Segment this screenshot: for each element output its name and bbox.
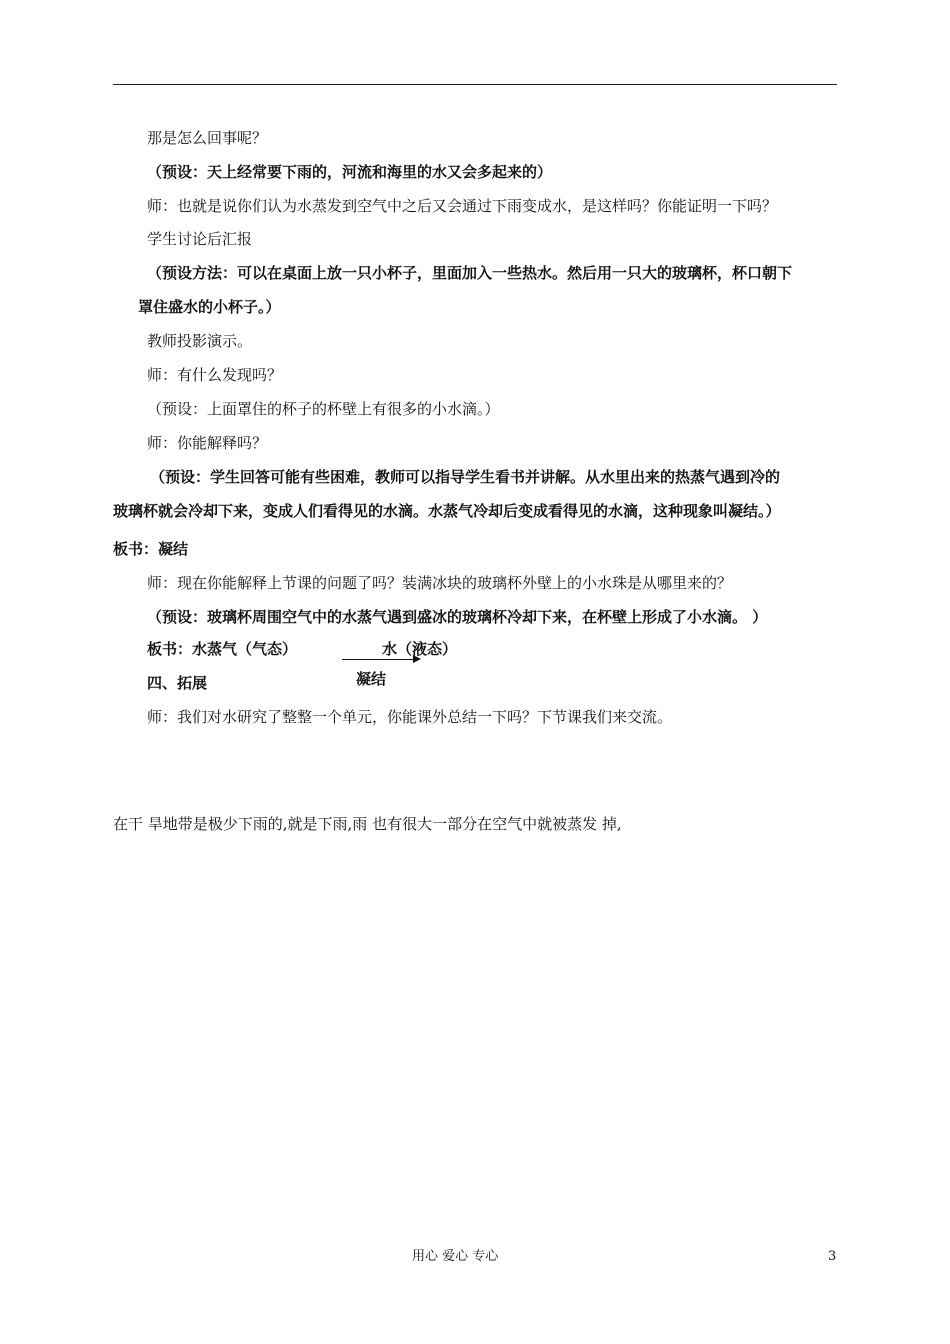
preset-line: （预设：学生回答可能有些困难，教师可以指导学生看书并讲解。从水里出来的热蒸气遇到冷的 <box>150 468 781 486</box>
preset-line: （预设：天上经常要下雨的，河流和海里的水又会多起来的） <box>147 163 553 181</box>
preset-method-line: （预设方法：可以在桌面上放一只小杯子，里面加入一些热水。然后用一只大的玻璃杯，杯口朝下 <box>147 264 793 282</box>
teacher-line: 师：我们对水研究了整整一个单元，你能课外总结一下吗？下节课我们来交流。 <box>147 708 673 726</box>
blackboard-line: 板书：凝结 <box>113 540 189 558</box>
condensation-label: 凝结 <box>356 670 387 688</box>
preset-line-cont: 玻璃杯就会冷却下来，变成人们看得见的水滴。水蒸气冷却后变成看得见的水滴，这种现象叫凝结。） <box>113 502 781 520</box>
blackboard-vapor-label: 板书：水蒸气（气态） <box>147 640 298 658</box>
teacher-line: 师：也就是说你们认为水蒸发到空气中之后又会通过下雨变成水，是这样吗？你能证明一下吗？ <box>147 197 778 215</box>
blackboard-water-label: 水（液态） <box>382 640 458 658</box>
text-line: 那是怎么回事呢？ <box>147 129 268 147</box>
preset-line: （预设：玻璃杯周围空气中的水蒸气遇到盛冰的玻璃杯冷却下来，在杯壁上形成了小水滴。 ） <box>147 608 768 626</box>
teacher-line: 师：现在你能解释上节课的问题了吗？装满冰块的玻璃杯外壁上的小水珠是从哪里来的？ <box>147 574 733 592</box>
page-number: 3 <box>828 1249 837 1264</box>
preset-method-line-cont: 罩住盛水的小杯子。） <box>138 298 281 316</box>
footer-motto: 用心 爱心 专心 <box>412 1249 499 1264</box>
text-line: 在干 旱地带是极少下雨的,就是下雨,雨 也有很大一部分在空气中就被蒸发 掉, <box>113 815 622 833</box>
header-rule <box>113 84 837 85</box>
text-line: 教师投影演示。 <box>147 332 253 350</box>
section-heading: 四、拓展 <box>147 674 208 692</box>
teacher-line: 师：你能解释吗？ <box>147 434 268 452</box>
text-line: 学生讨论后汇报 <box>147 230 253 248</box>
condensation-arrow <box>342 659 414 660</box>
preset-line: （预设：上面罩住的杯子的杯壁上有很多的小水滴。） <box>147 400 500 418</box>
teacher-line: 师：有什么发现吗？ <box>147 366 283 384</box>
